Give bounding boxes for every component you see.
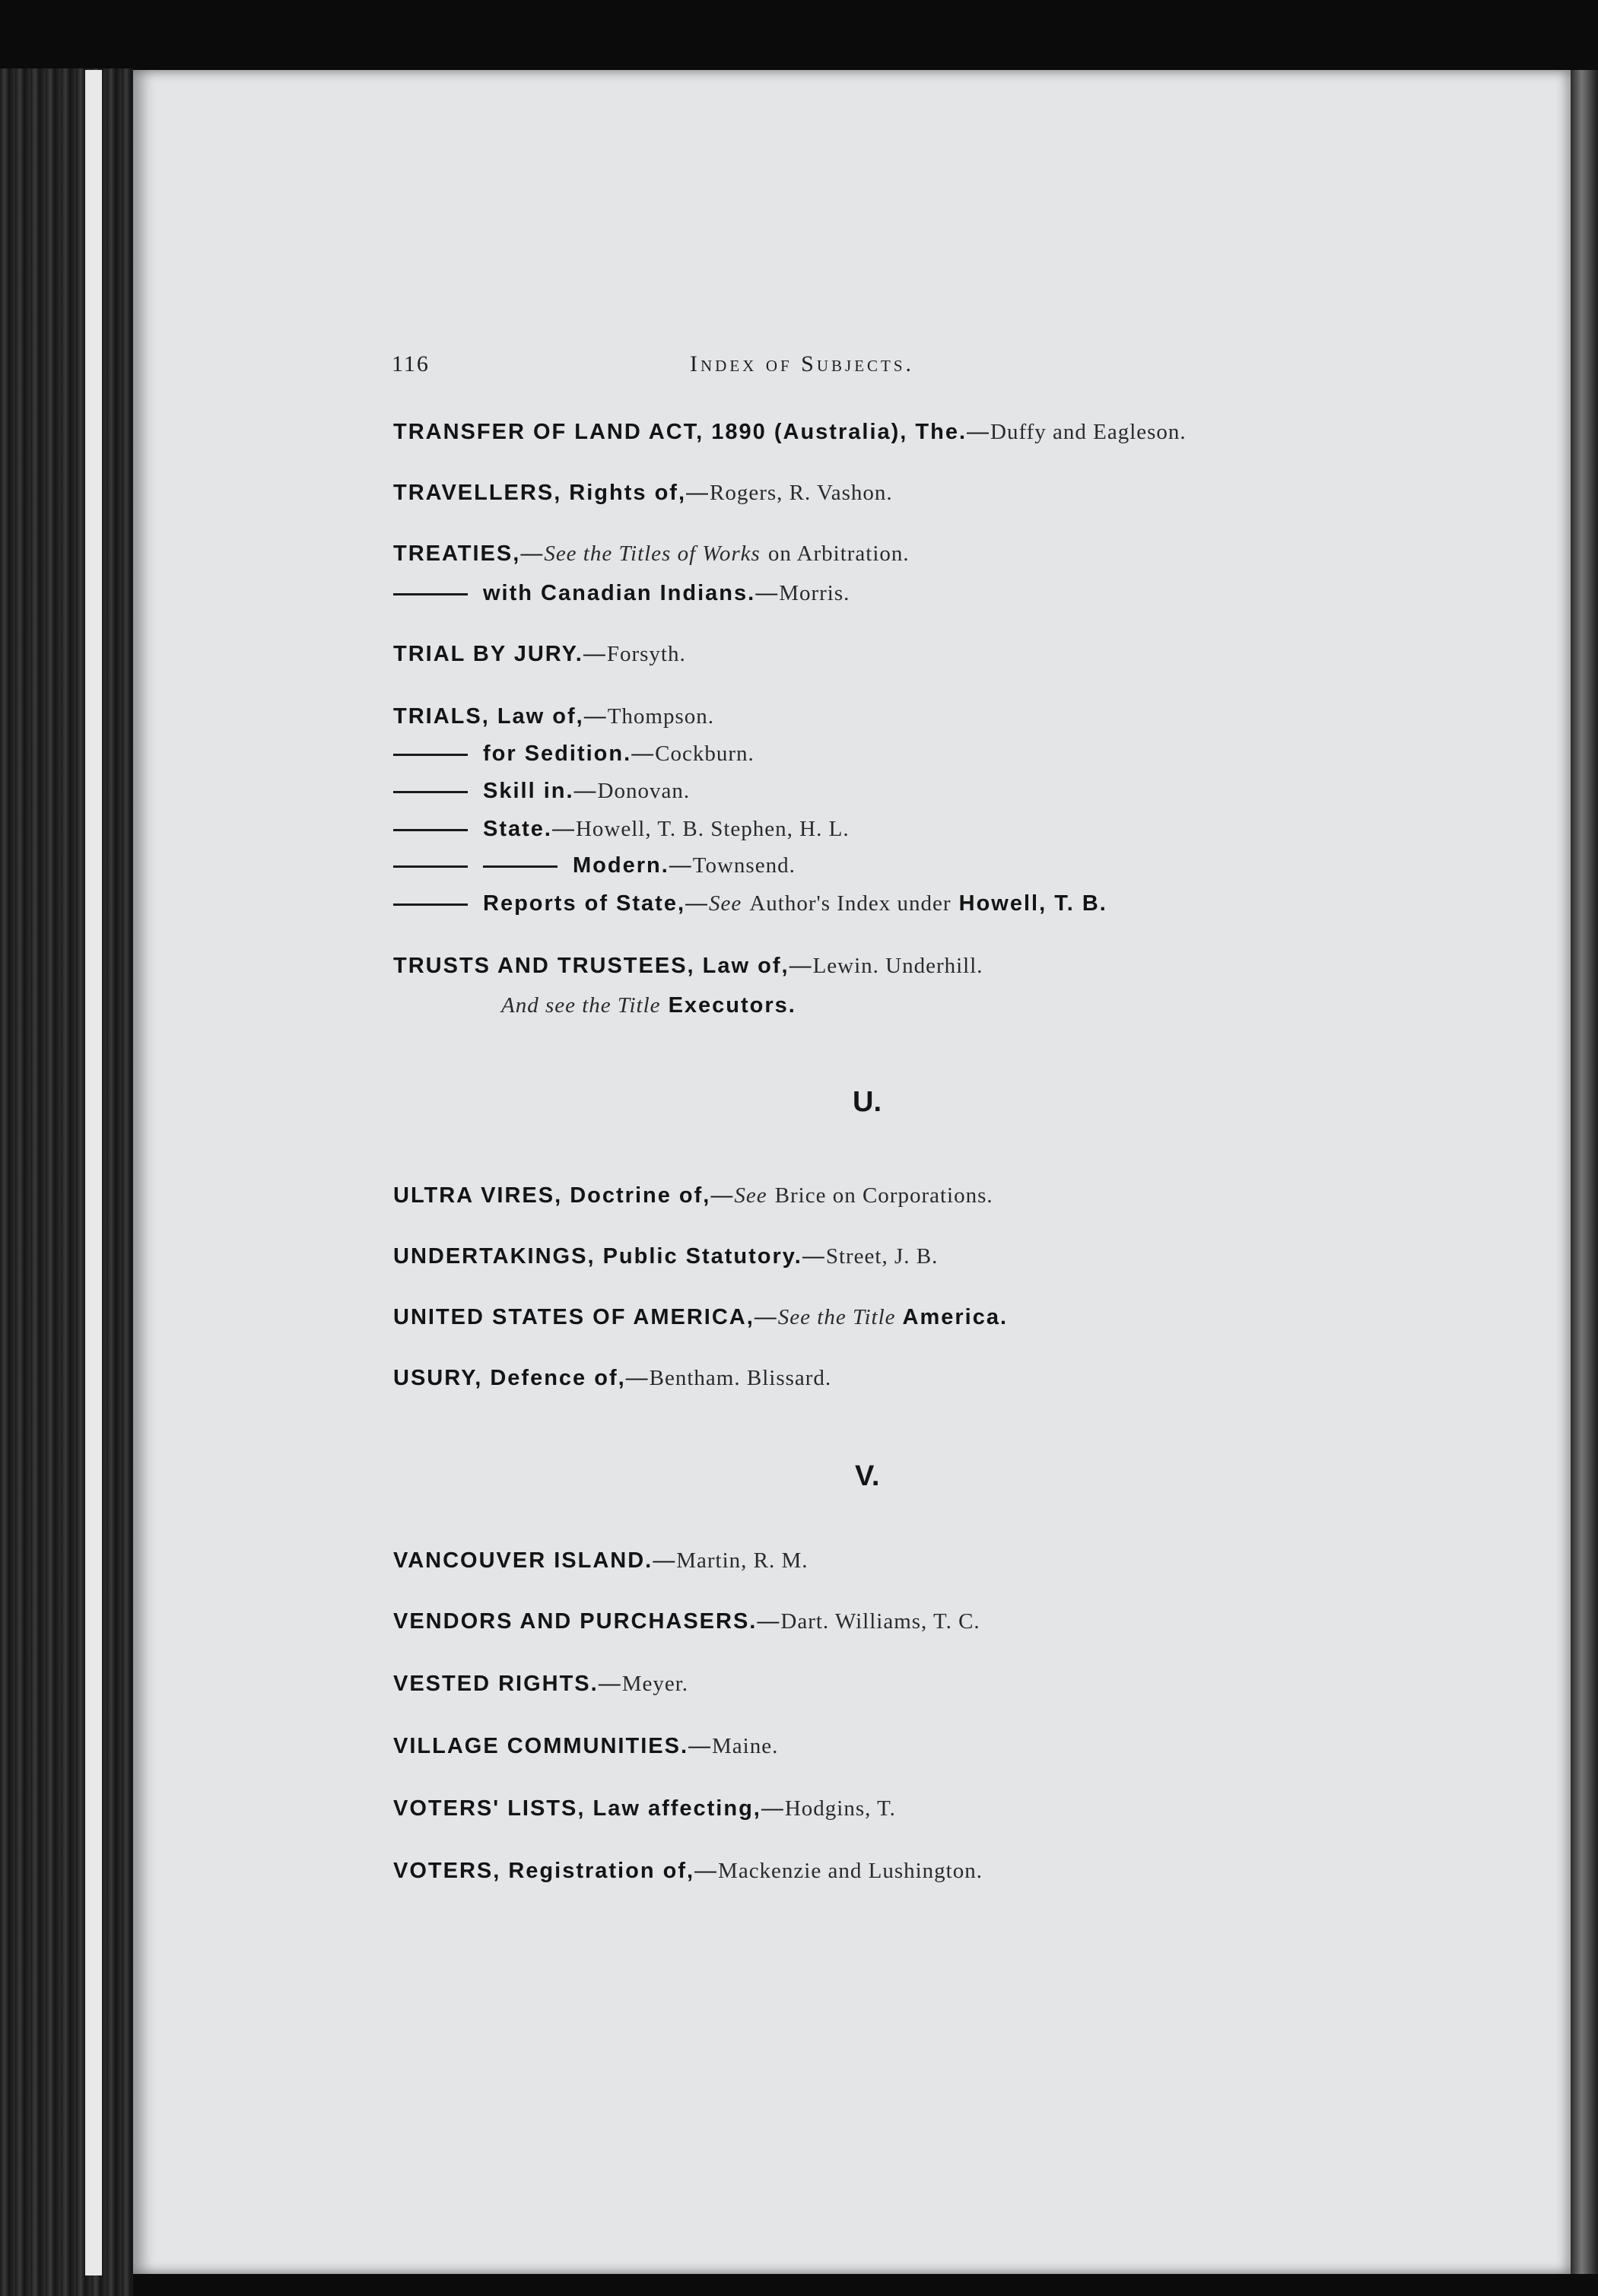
entry-title: with Canadian Indians. — [483, 581, 756, 605]
entry-note: See the Titles of Works — [544, 541, 761, 566]
ditto-dash — [393, 903, 468, 906]
ditto-dash — [483, 865, 558, 868]
entry-tail: Executors. — [668, 993, 796, 1018]
ditto-dash — [393, 865, 468, 868]
entry-title: TRUSTS AND TRUSTEES, Law of, — [393, 954, 789, 978]
index-subentry-state: State.—Howell, T. B. Stephen, H. L. — [393, 817, 850, 842]
page-header — [392, 351, 1304, 382]
index-entry-treaties: TREATIES,—See the Titles of Works on Arbitration. — [393, 541, 910, 566]
entry-title: TRANSFER OF LAND ACT, 1890 (Australia), The. — [393, 420, 967, 444]
entry-refs: Street, J. B. — [825, 1244, 939, 1269]
entry-refs: Hodgins, T. — [784, 1796, 896, 1821]
entry-title: TRIAL BY JURY. — [393, 642, 583, 666]
entry-refs: Meyer. — [621, 1672, 689, 1696]
entry-tail: Howell, T. B. — [958, 891, 1107, 916]
entry-refs: Morris. — [779, 581, 850, 605]
entry-refs: Maine. — [712, 1734, 779, 1758]
index-subentry-reports-of-state: Reports of State,—See Author's Index under Howell, T. B. — [393, 891, 1107, 916]
ditto-dash — [393, 829, 468, 831]
film-border-right — [1571, 70, 1598, 2274]
index-entry-united-states: UNITED STATES OF AMERICA,—See the Title America. — [393, 1305, 1009, 1329]
section-letter-u: U. — [853, 1086, 882, 1118]
index-entry-trials: TRIALS, Law of,—Thompson. — [393, 704, 715, 729]
entry-title: VENDORS AND PURCHASERS. — [393, 1609, 758, 1634]
entry-title: VANCOUVER ISLAND. — [393, 1548, 653, 1573]
ditto-dash — [393, 754, 468, 756]
index-entry-transfer-of-land-act: TRANSFER OF LAND ACT, 1890 (Australia), The.—Duffy and Eagleson. — [393, 420, 1187, 444]
entry-note: See — [709, 891, 742, 916]
index-subentry-skill: Skill in.—Donovan. — [393, 779, 690, 804]
ditto-dash — [393, 593, 468, 595]
index-entry-vested-rights: VESTED RIGHTS.—Meyer. — [393, 1672, 689, 1696]
entry-title: TRAVELLERS, Rights of, — [393, 481, 687, 505]
entry-tail: America. — [902, 1305, 1009, 1329]
index-entry-voters-lists: VOTERS' LISTS, Law affecting,—Hodgins, T. — [393, 1796, 896, 1821]
entry-refs: Donovan. — [597, 779, 691, 803]
entry-title: TREATIES, — [393, 541, 521, 566]
section-letter-v: V. — [855, 1460, 880, 1492]
entry-note: And see the Title — [501, 993, 661, 1018]
entry-refs: Duffy and Eagleson. — [990, 420, 1187, 444]
entry-refs: Howell, T. B. Stephen, H. L. — [575, 817, 850, 841]
ditto-dash — [393, 791, 468, 793]
entry-title: ULTRA VIRES, Doctrine of, — [393, 1183, 711, 1208]
entry-note: See the Title — [777, 1305, 896, 1329]
entry-refs: on Arbitration. — [767, 541, 910, 566]
entry-title: VILLAGE COMMUNITIES. — [393, 1734, 688, 1758]
entry-title: TRIALS, Law of, — [393, 704, 584, 729]
index-entry-travellers: TRAVELLERS, Rights of,—Rogers, R. Vashon. — [393, 481, 893, 505]
entry-title: for Sedition. — [483, 742, 632, 766]
page-number: 116 — [392, 351, 430, 376]
entry-refs: Forsyth. — [606, 642, 686, 666]
entry-title: UNITED STATES OF AMERICA, — [393, 1305, 755, 1329]
entry-refs: Mackenzie and Lushington. — [718, 1859, 983, 1883]
index-entry-undertakings: UNDERTAKINGS, Public Statutory.—Street, J. B. — [393, 1244, 939, 1269]
entry-refs: Brice on Corporations. — [774, 1183, 993, 1208]
entry-note: See — [734, 1183, 767, 1208]
entry-refs: Rogers, R. Vashon. — [710, 481, 893, 505]
index-entry-trial-by-jury: TRIAL BY JURY.—Forsyth. — [393, 642, 686, 666]
entry-title: State. — [483, 817, 552, 841]
index-entry-trusts-and-trustees: TRUSTS AND TRUSTEES, Law of,—Lewin. Underhill. — [393, 954, 983, 978]
entry-refs: Townsend. — [692, 853, 796, 878]
index-crossref-executors — [501, 993, 796, 1018]
entry-refs: Author's Index under — [749, 891, 951, 916]
entry-title: Reports of State, — [483, 891, 686, 916]
entry-refs: Lewin. Underhill. — [812, 954, 983, 978]
film-border-highlight — [85, 70, 102, 2275]
entry-title: Modern. — [573, 853, 669, 878]
entry-title: VOTERS' LISTS, Law affecting, — [393, 1796, 761, 1821]
index-entry-usury: USURY, Defence of,—Bentham. Blissard. — [393, 1366, 832, 1390]
entry-title: Skill in. — [483, 779, 574, 803]
index-subentry-sedition: for Sedition.—Cockburn. — [393, 742, 755, 767]
index-subentry-modern: Modern.—Townsend. — [393, 853, 796, 878]
entry-refs: Martin, R. M. — [676, 1548, 809, 1573]
index-entry-village-communities: VILLAGE COMMUNITIES.—Maine. — [393, 1734, 779, 1758]
scanned-page — [133, 70, 1571, 2274]
running-head: Index of Subjects. — [690, 351, 915, 376]
entry-refs: Thompson. — [607, 704, 715, 729]
film-border-left — [0, 68, 133, 2296]
index-entry-ultra-vires: ULTRA VIRES, Doctrine of,—See Brice on Corporations. — [393, 1183, 993, 1208]
entry-title: USURY, Defence of, — [393, 1366, 626, 1390]
entry-title: UNDERTAKINGS, Public Statutory. — [393, 1244, 802, 1269]
entry-refs: Bentham. Blissard. — [649, 1366, 832, 1390]
entry-title: VOTERS, Registration of, — [393, 1859, 695, 1883]
index-entry-vancouver-island: VANCOUVER ISLAND.—Martin, R. M. — [393, 1548, 809, 1573]
entry-refs: Dart. Williams, T. C. — [780, 1609, 980, 1634]
index-entry-voters-registration: VOTERS, Registration of,—Mackenzie and Lushington. — [393, 1859, 983, 1883]
entry-refs: Cockburn. — [655, 742, 755, 766]
index-entry-vendors-and-purchasers: VENDORS AND PURCHASERS.—Dart. Williams, T. C. — [393, 1609, 980, 1634]
entry-title: VESTED RIGHTS. — [393, 1672, 599, 1696]
index-subentry-canadian-indians: with Canadian Indians.—Morris. — [393, 581, 850, 606]
